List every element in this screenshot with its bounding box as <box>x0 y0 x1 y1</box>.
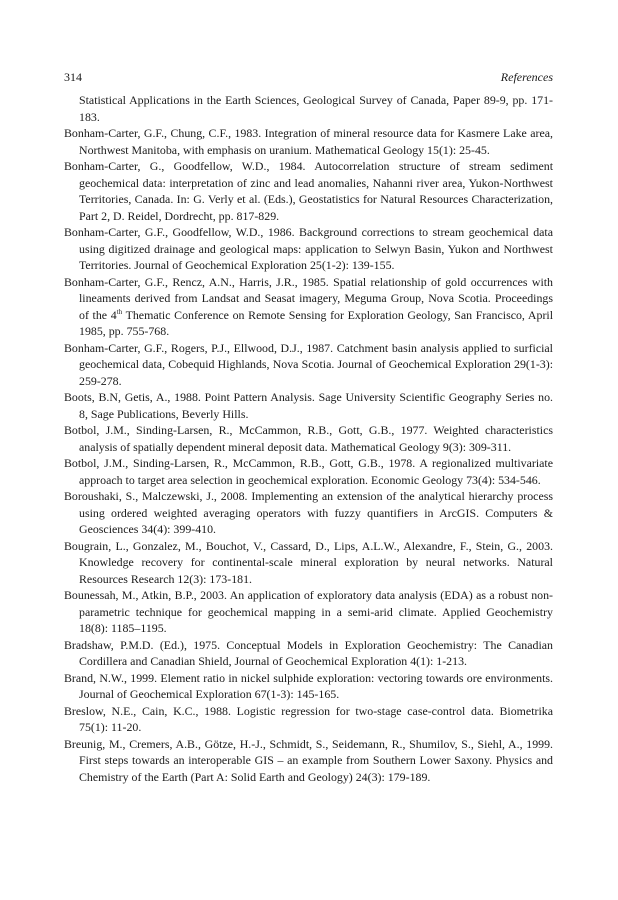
reference-continuation: Statistical Applications in the Earth Sciences, Geological Survey of Canada, Paper 89-9, pp. 171-183. <box>79 93 553 124</box>
page-number: 314 <box>64 70 82 84</box>
page-header <box>64 70 553 86</box>
reference-entry: Bradshaw, P.M.D. (Ed.), 1975. Conceptual Models in Exploration Geochemistry: The Canadian Cordillera and Canadian Shield, Journal of Geochemical Exploration 4(1): 1-213. <box>64 637 553 668</box>
reference-entry: Breunig, M., Cremers, A.B., Götze, H.-J., Schmidt, S., Seidemann, R., Shumilov, S., Siehl, A., 1999. First steps towards an interoperable GIS – an example from Southern Lower Saxony. Physics and Chemistry of the Earth (Part A: Solid Earth and Geology) 24(3): 179-189. <box>64 736 553 784</box>
reference-entry: Bougrain, L., Gonzalez, M., Bouchot, V., Cassard, D., Lips, A.L.W., Alexandre, F., Stein, G., 2003. Knowledge recovery for continental-scale mineral exploration by neural networks. Natural Resources Research 12(3): 173-181. <box>64 538 553 586</box>
reference-text: Thematic Conference on Remote Sensing for Exploration Geology, San Francisco, April 1985, pp. 755-768. <box>79 307 554 338</box>
reference-entry: Bonham-Carter, G., Goodfellow, W.D., 1984. Autocorrelation structure of stream sediment geochemical data: interpretation of zinc and lead anomalies, Nahanni river area, Yukon-Northwest Territories, Canada. In: G. Verly et al. (Eds.), Geostatistics for Natural Resources Characterization, Part 2, D. Reidel, Dordrecht, pp. 817-829. <box>64 159 553 223</box>
reference-entry: Bonham-Carter, G.F., Goodfellow, W.D., 1986. Background corrections to stream geochemical data using digitized drainage and geological maps: application to Selwyn Basin, Yukon and Northwest Territories. Journal of Geochemical Exploration 25(1-2): 139-155. <box>64 225 553 272</box>
reference-entry: Botbol, J.M., Sinding-Larsen, R., McCammon, R.B., Gott, G.B., 1977. Weighted characteristics analysis of spatially dependent mineral deposit data. Mathematical Geology 9(3): 309-311. <box>64 423 553 454</box>
reference-entry: Boroushaki, S., Malczewski, J., 2008. Implementing an extension of the analytical hierarchy process using ordered weighted averaging operators with fuzzy quantifiers in ArcGIS. Computers & Geosciences 34(4): 399-410. <box>64 489 553 536</box>
reference-entry: Bonham-Carter, G.F., Rogers, P.J., Ellwood, D.J., 1987. Catchment basin analysis applied to surficial geochemical data, Cobequid Highlands, Nova Scotia. Journal of Geochemical Exploration 29(1-3): 259-278. <box>64 340 553 388</box>
running-title: References <box>500 70 553 84</box>
reference-entry <box>64 274 553 340</box>
reference-text: Bonham-Carter, G.F., Rencz, A.N., Harris, J.R., 1985. Spatial relationship of gold occurrences with lineaments derived from Landsat and Seasat imagery, Meguma Group, Nova Scotia. Proceedings of the 4 <box>64 274 553 322</box>
ordinal-superscript: th <box>116 307 123 316</box>
reference-entry: Breslow, N.E., Cain, K.C., 1988. Logistic regression for two-stage case-control data. Biometrika 75(1): 11-20. <box>64 703 553 734</box>
reference-entry: Botbol, J.M., Sinding-Larsen, R., McCammon, R.B., Gott, G.B., 1978. A regionalized multivariate approach to target area selection in geochemical exploration. Economic Geology 73(4): 534-546. <box>64 456 553 487</box>
reference-entry: Bounessah, M., Atkin, B.P., 2003. An application of exploratory data analysis (EDA) as a robust non-parametric technique for geochemical mapping in a semi-arid climate. Applied Geochemistry 18(8): 1185–1195. <box>64 588 553 635</box>
reference-entry: Bonham-Carter, G.F., Chung, C.F., 1983. Integration of mineral resource data for Kasmere Lake area, Northwest Manitoba, with emphasis on uranium. Mathematical Geology 15(1): 25-45. <box>64 126 553 157</box>
reference-entry: Boots, B.N, Getis, A., 1988. Point Pattern Analysis. Sage University Scientific Geography Series no. 8, Sage Publications, Beverly Hills. <box>64 390 553 421</box>
reference-entry: Brand, N.W., 1999. Element ratio in nickel sulphide exploration: vectoring towards ore environments. Journal of Geochemical Exploration 67(1-3): 145-165. <box>64 670 553 701</box>
reference-list <box>64 92 553 785</box>
